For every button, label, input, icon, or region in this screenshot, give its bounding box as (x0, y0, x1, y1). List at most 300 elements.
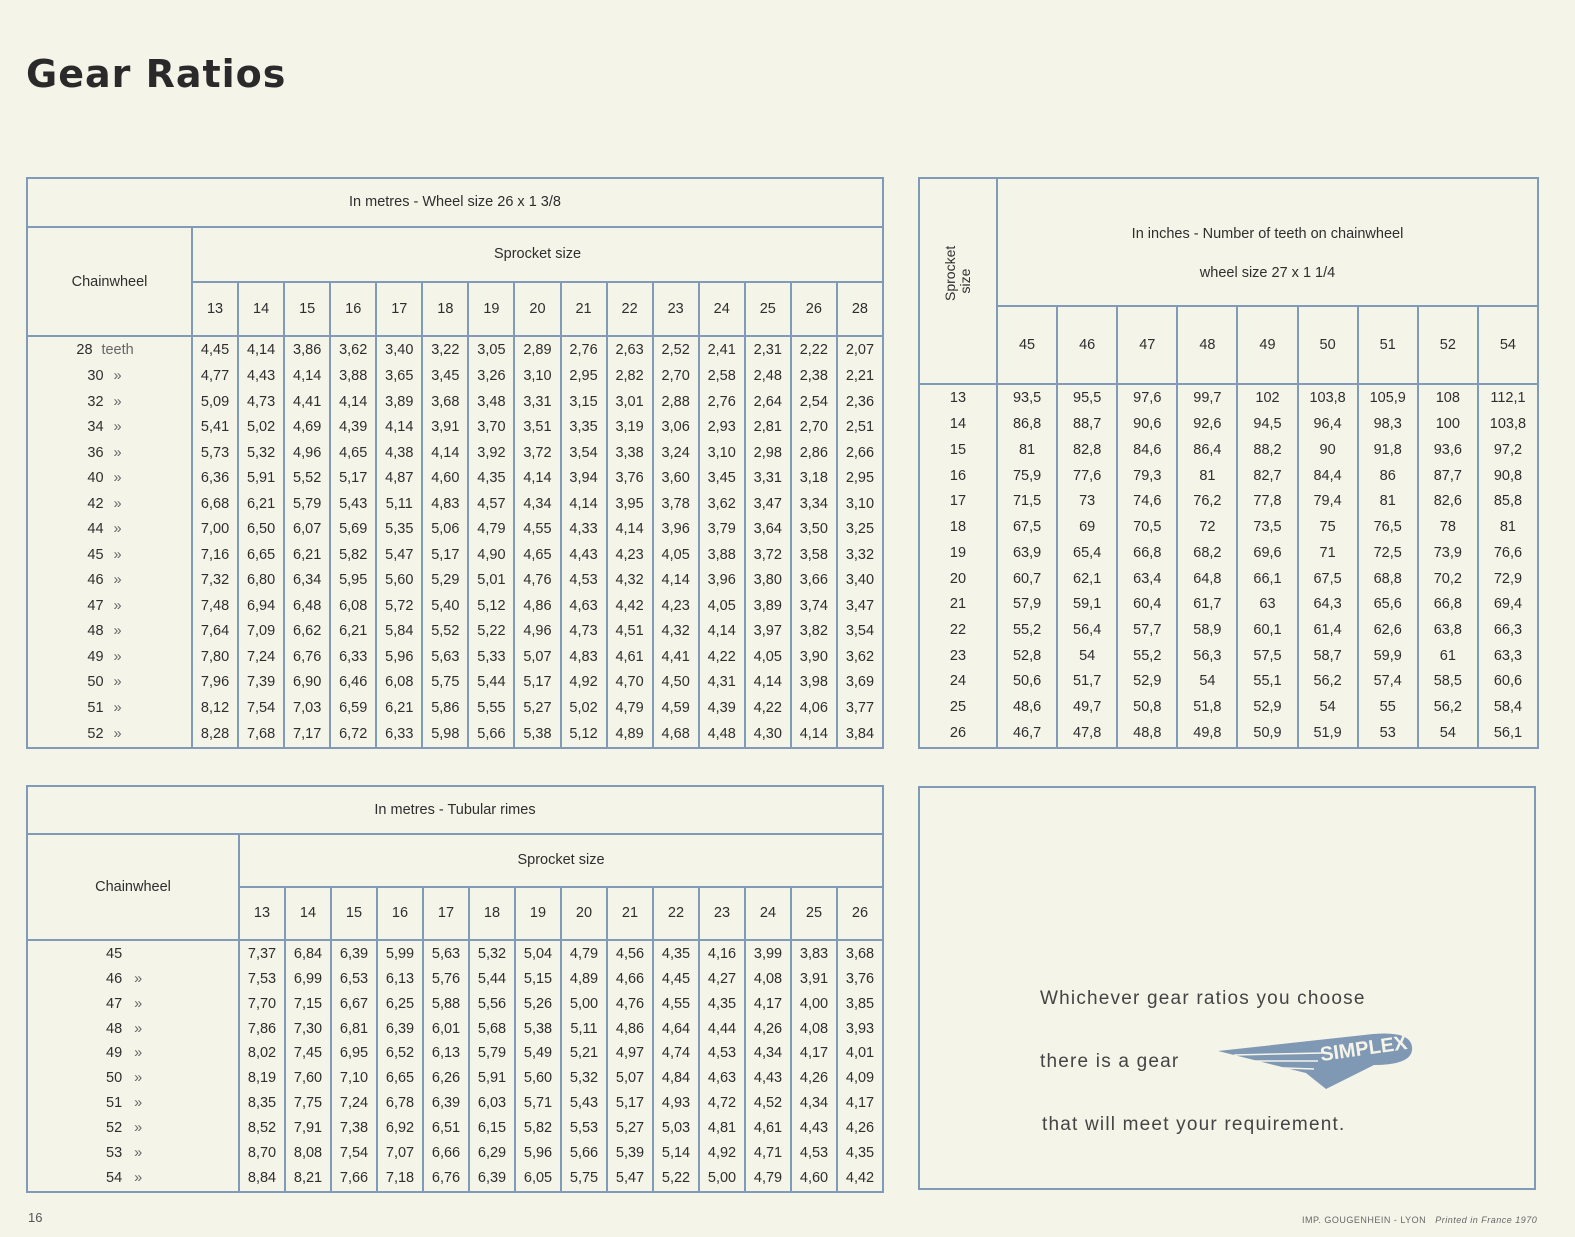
row-label-suffix: » (113, 444, 122, 461)
table-cell: 4,08 (791, 1016, 837, 1041)
table-cell: 3,94 (561, 466, 607, 492)
table-cell: 6,39 (377, 1016, 423, 1041)
table-cell: 6,39 (331, 940, 377, 967)
table-cell: 97,2 (1478, 437, 1538, 463)
table-cell: 65,6 (1358, 592, 1418, 618)
table-cell: 6,53 (331, 967, 377, 992)
row-label-number: 48 (87, 623, 104, 640)
ad-line-1: Whichever gear ratios you choose (1040, 988, 1366, 1009)
table-cell: 5,76 (423, 967, 469, 992)
table-cell: 87,7 (1418, 463, 1478, 489)
table-cell: 4,70 (607, 670, 653, 696)
table-cell: 6,78 (377, 1091, 423, 1116)
table-cell: 4,45 (653, 967, 699, 992)
table-cell: 6,99 (285, 967, 331, 992)
table-cell: 4,96 (284, 440, 330, 466)
table-cell: 91,8 (1358, 437, 1418, 463)
table-cell: 3,68 (837, 940, 883, 967)
table-cell: 5,66 (468, 721, 514, 748)
table-cell: 2,89 (514, 336, 560, 363)
table-cell: 81 (1018, 441, 1036, 458)
table-cell: 4,00 (791, 992, 837, 1017)
row-label (27, 1016, 239, 1041)
row-label-number: 44 (87, 521, 104, 538)
row-label-suffix: » (113, 393, 122, 410)
table-cell: 7,66 (331, 1165, 377, 1192)
table-row (919, 514, 1538, 540)
row-label-number: 47 (106, 995, 123, 1012)
table-cell: 7,16 (192, 542, 238, 568)
table-cell: 4,55 (653, 992, 699, 1017)
row-label (27, 542, 192, 568)
table-cell: 6,39 (469, 1165, 515, 1192)
table-cell: 3,88 (699, 542, 745, 568)
table-cell: 2,48 (745, 364, 791, 390)
table-cell: 3,31 (745, 466, 791, 492)
table-cell: 4,53 (699, 1041, 745, 1066)
table-row (27, 336, 883, 363)
table-cell: 4,60 (422, 466, 468, 492)
table-cell: 3,47 (745, 491, 791, 517)
table-cell: 4,43 (238, 364, 284, 390)
column-header: 19 (515, 887, 561, 940)
table-cell: 7,91 (285, 1116, 331, 1141)
table-row (27, 517, 883, 543)
table-caption: In metres - Tubular rimes (27, 786, 883, 834)
table-cell: 5,32 (238, 440, 284, 466)
table-cell: 3,99 (745, 940, 791, 967)
row-label: 26 (919, 720, 997, 748)
table-cell: 4,17 (745, 992, 791, 1017)
imprint (1302, 1215, 1537, 1225)
table-cell: 6,50 (238, 517, 284, 543)
table-cell: 4,72 (699, 1091, 745, 1116)
table-cell: 3,40 (837, 568, 883, 594)
row-label: 18 (919, 514, 997, 540)
imprint-printed-in: Printed in France 1970 (1435, 1215, 1538, 1225)
table-cell: 63,8 (1418, 617, 1478, 643)
table-row (27, 466, 883, 492)
row-label (27, 992, 239, 1017)
table-cell: 3,10 (514, 364, 560, 390)
table-row (27, 967, 883, 992)
table-cell: 6,33 (376, 721, 422, 748)
table-cell: 50,9 (1237, 720, 1297, 748)
table-cell: 7,24 (331, 1091, 377, 1116)
table-cell: 4,14 (607, 517, 653, 543)
table-cell: 4,42 (837, 1165, 883, 1192)
row-label (27, 1141, 239, 1166)
simplex-ad (918, 786, 1536, 1190)
column-header: 48 (1177, 306, 1237, 384)
table-cell: 4,27 (699, 967, 745, 992)
row-label-suffix: » (113, 419, 122, 436)
table-cell: 3,96 (653, 517, 699, 543)
table-cell: 6,51 (423, 1116, 469, 1141)
table-cell: 5,69 (330, 517, 376, 543)
table-cell: 6,01 (423, 1016, 469, 1041)
table-cell: 7,37 (239, 940, 285, 967)
table-cell: 52,9 (1117, 669, 1177, 695)
table-cell: 4,23 (653, 593, 699, 619)
row-label-suffix: » (134, 1169, 143, 1186)
gear-table-inches-27 (918, 177, 1539, 749)
table-cell: 4,34 (791, 1091, 837, 1116)
table-cell: 82,7 (1237, 463, 1297, 489)
table-cell: 5,63 (422, 644, 468, 670)
table-cell: 66,3 (1478, 617, 1538, 643)
table-cell: 47,8 (1057, 720, 1117, 748)
table-cell: 6,21 (330, 619, 376, 645)
table-cell: 76,6 (1478, 540, 1538, 566)
table-cell: 7,07 (377, 1141, 423, 1166)
table-cell: 8,52 (239, 1116, 285, 1141)
table-cell: 4,79 (607, 695, 653, 721)
row-label-number: 46 (106, 970, 123, 987)
table-row (27, 670, 883, 696)
table-cell: 2,82 (607, 364, 653, 390)
table-cell: 3,54 (837, 619, 883, 645)
table-cell: 5,07 (514, 644, 560, 670)
table-cell: 5,03 (653, 1116, 699, 1141)
table-cell: 54 (1177, 669, 1237, 695)
table-cell: 68,2 (1177, 540, 1237, 566)
table-caption-line-2: wheel size 27 x 1 1/4 (997, 242, 1538, 306)
table-cell: 4,57 (468, 491, 514, 517)
column-header: 17 (376, 282, 422, 337)
table-cell: 8,70 (239, 1141, 285, 1166)
table-cell: 6,15 (469, 1116, 515, 1141)
table-cell: 112,1 (1478, 384, 1538, 412)
table-cell: 4,16 (699, 940, 745, 967)
table-cell: 6,62 (284, 619, 330, 645)
table-cell: 2,64 (745, 389, 791, 415)
table-cell: 6,46 (330, 670, 376, 696)
row-label (27, 364, 192, 390)
row-label-number: 30 (87, 368, 104, 385)
row-label-suffix: » (113, 699, 122, 716)
table-cell: 3,78 (653, 491, 699, 517)
table-cell: 5,98 (422, 721, 468, 748)
column-header: 14 (285, 887, 331, 940)
gear-table-metres-26 (26, 177, 884, 749)
table-cell: 61,7 (1177, 592, 1237, 618)
table-row (27, 992, 883, 1017)
table-cell: 5,11 (561, 1016, 607, 1041)
table-cell: 88,2 (1237, 437, 1297, 463)
column-header: 13 (239, 887, 285, 940)
table-cell: 2,36 (837, 389, 883, 415)
row-label-number: 34 (87, 419, 104, 436)
table-cell: 7,17 (284, 721, 330, 748)
table-cell: 3,19 (607, 415, 653, 441)
table-cell: 8,08 (285, 1141, 331, 1166)
table-cell: 59,1 (1057, 592, 1117, 618)
row-label-number: 51 (87, 699, 104, 716)
table-cell: 4,41 (284, 389, 330, 415)
table-cell: 97,6 (1117, 384, 1177, 412)
table-cell: 3,68 (422, 389, 468, 415)
table-cell: 6,95 (331, 1041, 377, 1066)
gear-table-metres-tubular (26, 785, 884, 1193)
table-cell: 5,47 (376, 542, 422, 568)
table-cell: 7,64 (192, 619, 238, 645)
table-cell: 52,9 (1237, 695, 1297, 721)
table-cell: 4,50 (653, 670, 699, 696)
table-cell: 3,86 (284, 336, 330, 363)
row-label (27, 619, 192, 645)
table-cell: 6,67 (331, 992, 377, 1017)
table-cell: 7,45 (285, 1041, 331, 1066)
table-cell: 3,31 (514, 389, 560, 415)
table-cell: 102 (1237, 384, 1297, 412)
table-cell: 5,43 (330, 491, 376, 517)
table-cell: 56,2 (1298, 669, 1358, 695)
table-cell: 4,76 (607, 992, 653, 1017)
table-cell: 95,5 (1057, 384, 1117, 412)
table-cell: 58,9 (1177, 617, 1237, 643)
table-cell: 3,62 (330, 336, 376, 363)
table-cell: 69,4 (1478, 592, 1538, 618)
table-cell: 5,00 (699, 1165, 745, 1192)
row-label (27, 940, 239, 967)
table-cell: 2,98 (745, 440, 791, 466)
table-cell: 8,12 (192, 695, 238, 721)
table-cell: 7,00 (192, 517, 238, 543)
table-cell: 5,01 (468, 568, 514, 594)
table-cell: 3,91 (422, 415, 468, 441)
table-cell: 4,79 (745, 1165, 791, 1192)
table-row (27, 1141, 883, 1166)
table-cell: 3,54 (561, 440, 607, 466)
table-cell: 5,27 (607, 1116, 653, 1141)
table-cell: 6,05 (515, 1165, 561, 1192)
row-label (27, 1066, 239, 1091)
table-cell: 63,4 (1117, 566, 1177, 592)
table-cell: 3,90 (791, 644, 837, 670)
table-cell: 69,6 (1237, 540, 1297, 566)
table-cell: 4,22 (745, 695, 791, 721)
table-cell: 3,89 (745, 593, 791, 619)
row-label-number: 52 (106, 1119, 123, 1136)
table-cell: 62,1 (1057, 566, 1117, 592)
table-cell: 5,68 (469, 1016, 515, 1041)
table-cell: 4,17 (837, 1091, 883, 1116)
row-label (27, 1165, 239, 1192)
table-cell: 4,14 (376, 415, 422, 441)
table-cell: 2,95 (561, 364, 607, 390)
table-cell: 4,61 (745, 1116, 791, 1141)
table-cell: 7,18 (377, 1165, 423, 1192)
table-cell: 46,7 (1012, 725, 1042, 742)
table-cell: 2,07 (837, 336, 883, 363)
table-cell: 51,7 (1057, 669, 1117, 695)
row-header: Chainwheel (27, 227, 192, 336)
table-cell: 53 (1358, 720, 1418, 748)
table-cell: 4,14 (699, 619, 745, 645)
table-cell: 93,5 (1012, 389, 1042, 406)
table-cell: 60,6 (1478, 669, 1538, 695)
table-cell: 5,53 (561, 1116, 607, 1141)
column-header: 20 (561, 887, 607, 940)
table-row (919, 643, 1538, 669)
table-cell: 86,4 (1177, 437, 1237, 463)
row-label-number: 52 (87, 725, 104, 742)
table-cell: 4,53 (561, 568, 607, 594)
column-header: 26 (837, 887, 883, 940)
row-label (27, 1091, 239, 1116)
table-cell: 51,8 (1177, 695, 1237, 721)
row-label: 23 (919, 643, 997, 669)
table-cell: 103,8 (1298, 384, 1358, 412)
table-cell: 3,35 (561, 415, 607, 441)
table-cell: 4,55 (514, 517, 560, 543)
table-row (27, 1165, 883, 1192)
table-cell: 84,6 (1117, 437, 1177, 463)
table-cell: 4,30 (745, 721, 791, 748)
table-cell: 57,9 (1012, 596, 1042, 613)
table-cell: 4,74 (653, 1041, 699, 1066)
table-cell: 2,88 (653, 389, 699, 415)
table-cell: 85,8 (1478, 489, 1538, 515)
table-cell: 7,60 (285, 1066, 331, 1091)
table-cell: 3,01 (607, 389, 653, 415)
table-cell: 61,4 (1298, 617, 1358, 643)
table-cell: 7,68 (238, 721, 284, 748)
column-header: 28 (837, 282, 883, 337)
table-cell: 56,4 (1057, 617, 1117, 643)
table-cell: 7,70 (239, 992, 285, 1017)
table-cell: 54 (1418, 720, 1478, 748)
table-cell: 2,21 (837, 364, 883, 390)
row-label (27, 1041, 239, 1066)
table-cell: 6,52 (377, 1041, 423, 1066)
table-cell: 4,35 (653, 940, 699, 967)
table-cell: 4,65 (514, 542, 560, 568)
table-cell: 105,9 (1358, 384, 1418, 412)
table-cell: 3,58 (791, 542, 837, 568)
column-header: 47 (1117, 306, 1177, 384)
table-cell: 5,11 (376, 491, 422, 517)
table-cell: 5,02 (561, 695, 607, 721)
table-cell: 7,48 (192, 593, 238, 619)
table-cell: 5,21 (561, 1041, 607, 1066)
table-cell: 76,2 (1177, 489, 1237, 515)
table-cell: 4,83 (422, 491, 468, 517)
table-cell: 75,9 (1012, 467, 1042, 484)
table-cell: 5,38 (515, 1016, 561, 1041)
table-cell: 67,5 (1298, 566, 1358, 592)
table-caption: In metres - Wheel size 26 x 1 3/8 (27, 178, 883, 227)
table-cell: 4,86 (607, 1016, 653, 1041)
row-label-suffix: » (113, 725, 122, 742)
table-cell: 55,2 (1012, 621, 1042, 638)
table-cell: 73,5 (1237, 514, 1297, 540)
row-label: 19 (919, 540, 997, 566)
table-cell: 3,60 (653, 466, 699, 492)
row-label-suffix: » (134, 970, 143, 987)
table-cell: 5,86 (422, 695, 468, 721)
table-cell: 4,56 (607, 940, 653, 967)
table-cell: 4,92 (699, 1141, 745, 1166)
table-cell: 5,47 (607, 1165, 653, 1192)
table-cell: 4,35 (468, 466, 514, 492)
table-cell: 5,55 (468, 695, 514, 721)
table-cell: 4,66 (607, 967, 653, 992)
table-cell: 5,12 (561, 721, 607, 748)
table-cell: 4,38 (376, 440, 422, 466)
row-label (27, 517, 192, 543)
row-label-number: 48 (106, 1020, 123, 1037)
table-cell: 56,3 (1177, 643, 1237, 669)
table-cell: 3,40 (376, 336, 422, 363)
table-cell: 4,43 (791, 1116, 837, 1141)
table-cell: 6,21 (376, 695, 422, 721)
table-cell: 70,5 (1117, 514, 1177, 540)
column-header: 18 (422, 282, 468, 337)
table-cell: 5,82 (330, 542, 376, 568)
table-cell: 6,39 (423, 1091, 469, 1116)
table-cell: 4,83 (561, 644, 607, 670)
table-cell: 4,14 (514, 466, 560, 492)
table-cell: 75 (1298, 514, 1358, 540)
row-label (27, 466, 192, 492)
table-cell: 4,26 (837, 1116, 883, 1141)
table-cell: 7,32 (192, 568, 238, 594)
row-label-number: 42 (87, 495, 104, 512)
table-cell: 81 (1478, 514, 1538, 540)
table-cell: 4,14 (653, 568, 699, 594)
row-label-number: 54 (106, 1169, 123, 1186)
table-cell: 4,08 (745, 967, 791, 992)
row-label: 14 (919, 411, 997, 437)
column-header: 51 (1358, 306, 1418, 384)
table-row (919, 669, 1538, 695)
table-cell: 72 (1177, 514, 1237, 540)
table-cell: 77,8 (1237, 489, 1297, 515)
table-cell: 7,10 (331, 1066, 377, 1091)
row-label (27, 670, 192, 696)
table-cell: 57,5 (1237, 643, 1297, 669)
table-cell: 3,64 (745, 517, 791, 543)
row-label-number: 28 (76, 342, 93, 359)
table-cell: 5,22 (653, 1165, 699, 1192)
table-cell: 5,72 (376, 593, 422, 619)
table-cell: 3,10 (699, 440, 745, 466)
table-cell: 8,19 (239, 1066, 285, 1091)
ad-line-2: there is a gear (1040, 1051, 1180, 1072)
table-cell: 48,8 (1117, 720, 1177, 748)
table-cell: 4,43 (745, 1066, 791, 1091)
table-cell: 2,70 (653, 364, 699, 390)
table-cell: 4,77 (192, 364, 238, 390)
table-cell: 3,72 (745, 542, 791, 568)
table-cell: 64,3 (1298, 592, 1358, 618)
table-cell: 5,52 (422, 619, 468, 645)
table-cell: 8,35 (239, 1091, 285, 1116)
table-cell: 3,89 (376, 389, 422, 415)
row-label: 16 (919, 463, 997, 489)
table-cell: 84,4 (1298, 463, 1358, 489)
table-cell: 98,3 (1358, 411, 1418, 437)
table-cell: 5,73 (192, 440, 238, 466)
table-cell: 5,00 (561, 992, 607, 1017)
table-cell: 6,94 (238, 593, 284, 619)
column-header: 16 (330, 282, 376, 337)
table-cell: 4,17 (791, 1041, 837, 1066)
row-header (919, 178, 997, 384)
table-cell: 70,2 (1418, 566, 1478, 592)
